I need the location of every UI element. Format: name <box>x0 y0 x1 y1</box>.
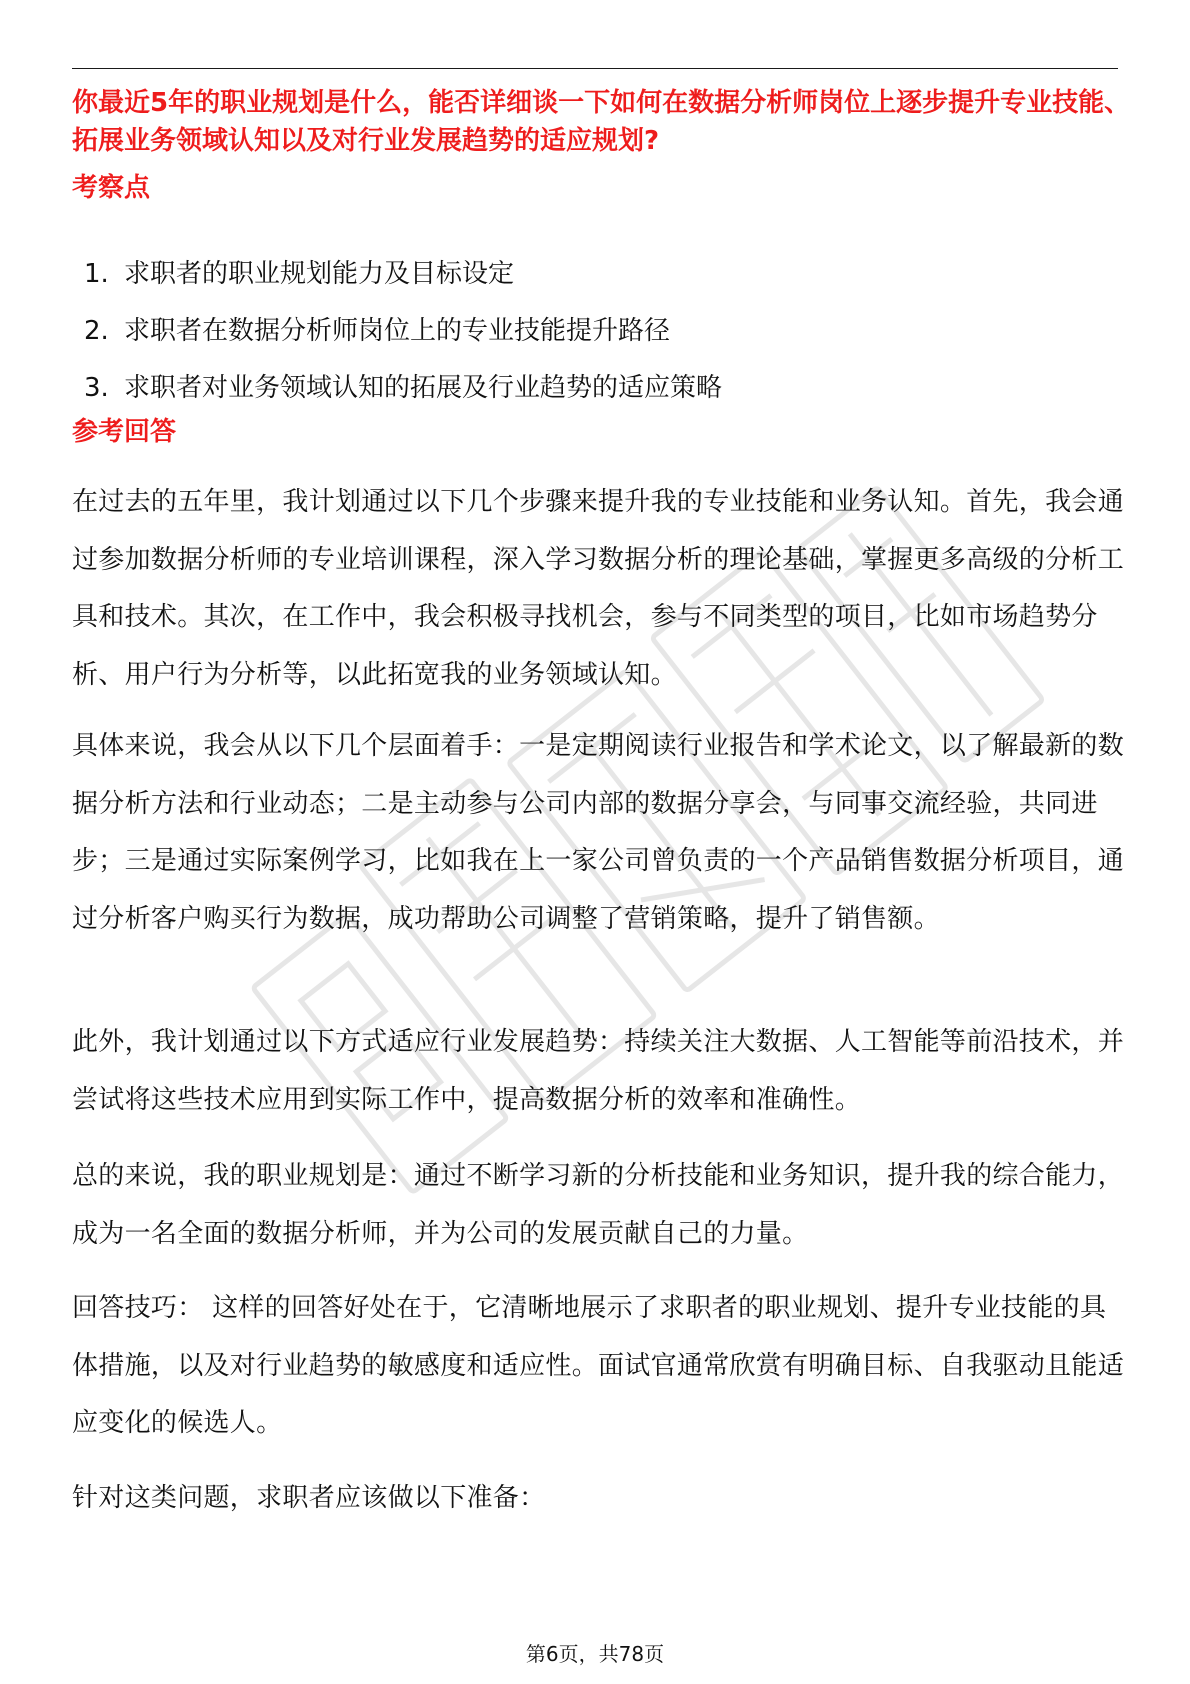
answer-paragraph-1: 在过去的五年里，我计划通过以下几个步骤来提升我的专业技能和业务认知。首先，我会通过参加数据分析师的专业培训课程，深入学习数据分析的理论基础，掌握更多高级的分析工具和技术。其次，在工作中，我会积极寻找机会，参与不同类型的项目，比如市场趋势分析、用户行为分析等，以此拓宽我的业务领域认知。 <box>72 487 1125 690</box>
list-item: 3. 求职者对业务领域认知的拓展及行业趋势的适应策略 <box>84 373 723 403</box>
answer-paragraph-3: 此外，我计划通过以下方式适应行业发展趋势：持续关注大数据、人工智能等前沿技术，并尝试将这些技术应用到实际工作中，提高数据分析的效率和准确性。 <box>72 1027 1125 1115</box>
answer-paragraph-4: 总的来说，我的职业规划是：通过不断学习新的分析技能和业务知识，提升我的综合能力，成为一名全面的数据分析师，并为公司的发展贡献自己的力量。 <box>72 1161 1125 1249</box>
preparation-intro: 针对这类问题，求职者应该做以下准备： <box>72 1483 546 1513</box>
answer-tips-paragraph: 回答技巧： 这样的回答好处在于，它清晰地展示了求职者的职业规划、提升专业技能的具体措施，以及对行业趋势的敏感度和适应性。面试官通常欣赏有明确目标、自我驱动且能适应变化的候选人。 <box>72 1293 1125 1438</box>
answer-paragraph-2: 具体来说，我会从以下几个层面着手：一是定期阅读行业报告和学术论文，以了解最新的数据分析方法和行业动态；二是主动参与公司内部的数据分享会，与同事交流经验，共同进步；三是通过实际案例学习，比如我在上一家公司曾负责的一个产品销售数据分析项目，通过分析客户购买行为数据，成功帮助公司调整了营销策略，提升了销售额。 <box>72 731 1125 934</box>
list-item: 1. 求职者的职业规划能力及目标设定 <box>84 259 515 289</box>
list-item: 2. 求职者在数据分析师岗位上的专业技能提升路径 <box>84 316 671 346</box>
examination-points-list <box>84 256 722 427</box>
page-number-footer: 第6页，共78页 <box>525 1642 665 1666</box>
top-divider <box>72 68 1118 69</box>
question-title: 你最近5年的职业规划是什么，能否详细谈一下如何在数据分析师岗位上逐步提升专业技能、拓展业务领域认知以及对行业发展趋势的适应规划? <box>72 88 1131 156</box>
examination-points-heading: 考察点 <box>72 173 151 203</box>
reference-answer-heading: 参考回答 <box>72 417 177 447</box>
